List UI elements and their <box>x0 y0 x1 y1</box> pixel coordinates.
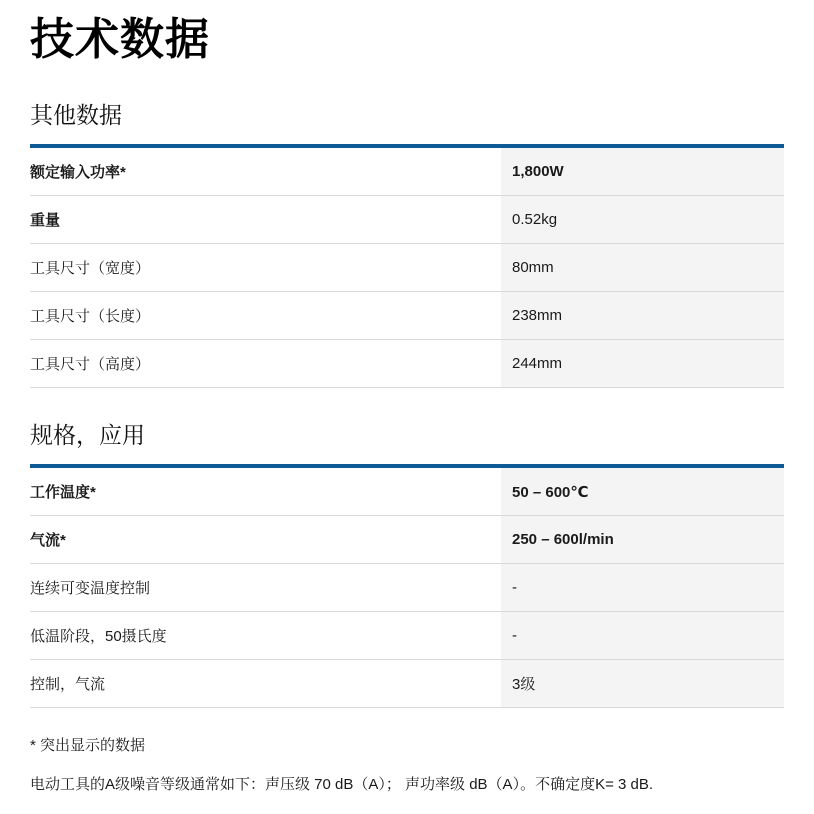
spec-value: 238mm <box>501 292 784 339</box>
spec-table-specs-application <box>30 464 784 708</box>
spec-label: 额定输入功率* <box>30 164 126 181</box>
highlighted-data-footnote: * 突出显示的数据 <box>30 737 146 754</box>
page-title: 技术数据 <box>30 15 210 64</box>
table-row <box>30 564 784 612</box>
table-row <box>30 340 784 388</box>
spec-value: 50 – 600℃ <box>501 468 784 515</box>
noise-level-footnote: 电动工具的A级噪音等级通常如下：声压级 70 dB（A）； 声功率级 dB（A）。不确定度K= 3 dB. <box>30 776 654 793</box>
spec-label: 低温阶段，50摄氏度 <box>30 628 167 645</box>
table-row <box>30 148 784 196</box>
table-row <box>30 612 784 660</box>
spec-label: 重量 <box>30 212 61 229</box>
spec-value: - <box>501 564 784 611</box>
spec-label: 工具尺寸（宽度） <box>30 260 151 277</box>
spec-value: 244mm <box>501 340 784 387</box>
section-heading-other-data: 其他数据 <box>30 102 122 128</box>
spec-label: 气流* <box>30 532 66 549</box>
spec-label: 控制，气流 <box>30 676 106 693</box>
spec-table-other-data <box>30 144 784 388</box>
spec-value: 250 – 600l/min <box>501 516 784 563</box>
spec-value: 1,800W <box>501 148 784 195</box>
spec-value: 80mm <box>501 244 784 291</box>
table-row <box>30 660 784 708</box>
spec-label: 工作温度* <box>30 484 96 501</box>
spec-value: 3级 <box>501 660 784 707</box>
spec-value: 0.52kg <box>501 196 784 243</box>
section-heading-specs-application: 规格，应用 <box>30 422 145 448</box>
table-row <box>30 292 784 340</box>
spec-label: 工具尺寸（高度） <box>30 356 151 373</box>
table-row <box>30 468 784 516</box>
spec-label: 连续可变温度控制 <box>30 580 151 597</box>
table-row <box>30 196 784 244</box>
spec-label: 工具尺寸（长度） <box>30 308 151 325</box>
table-row <box>30 244 784 292</box>
table-row <box>30 516 784 564</box>
spec-value: - <box>501 612 784 659</box>
